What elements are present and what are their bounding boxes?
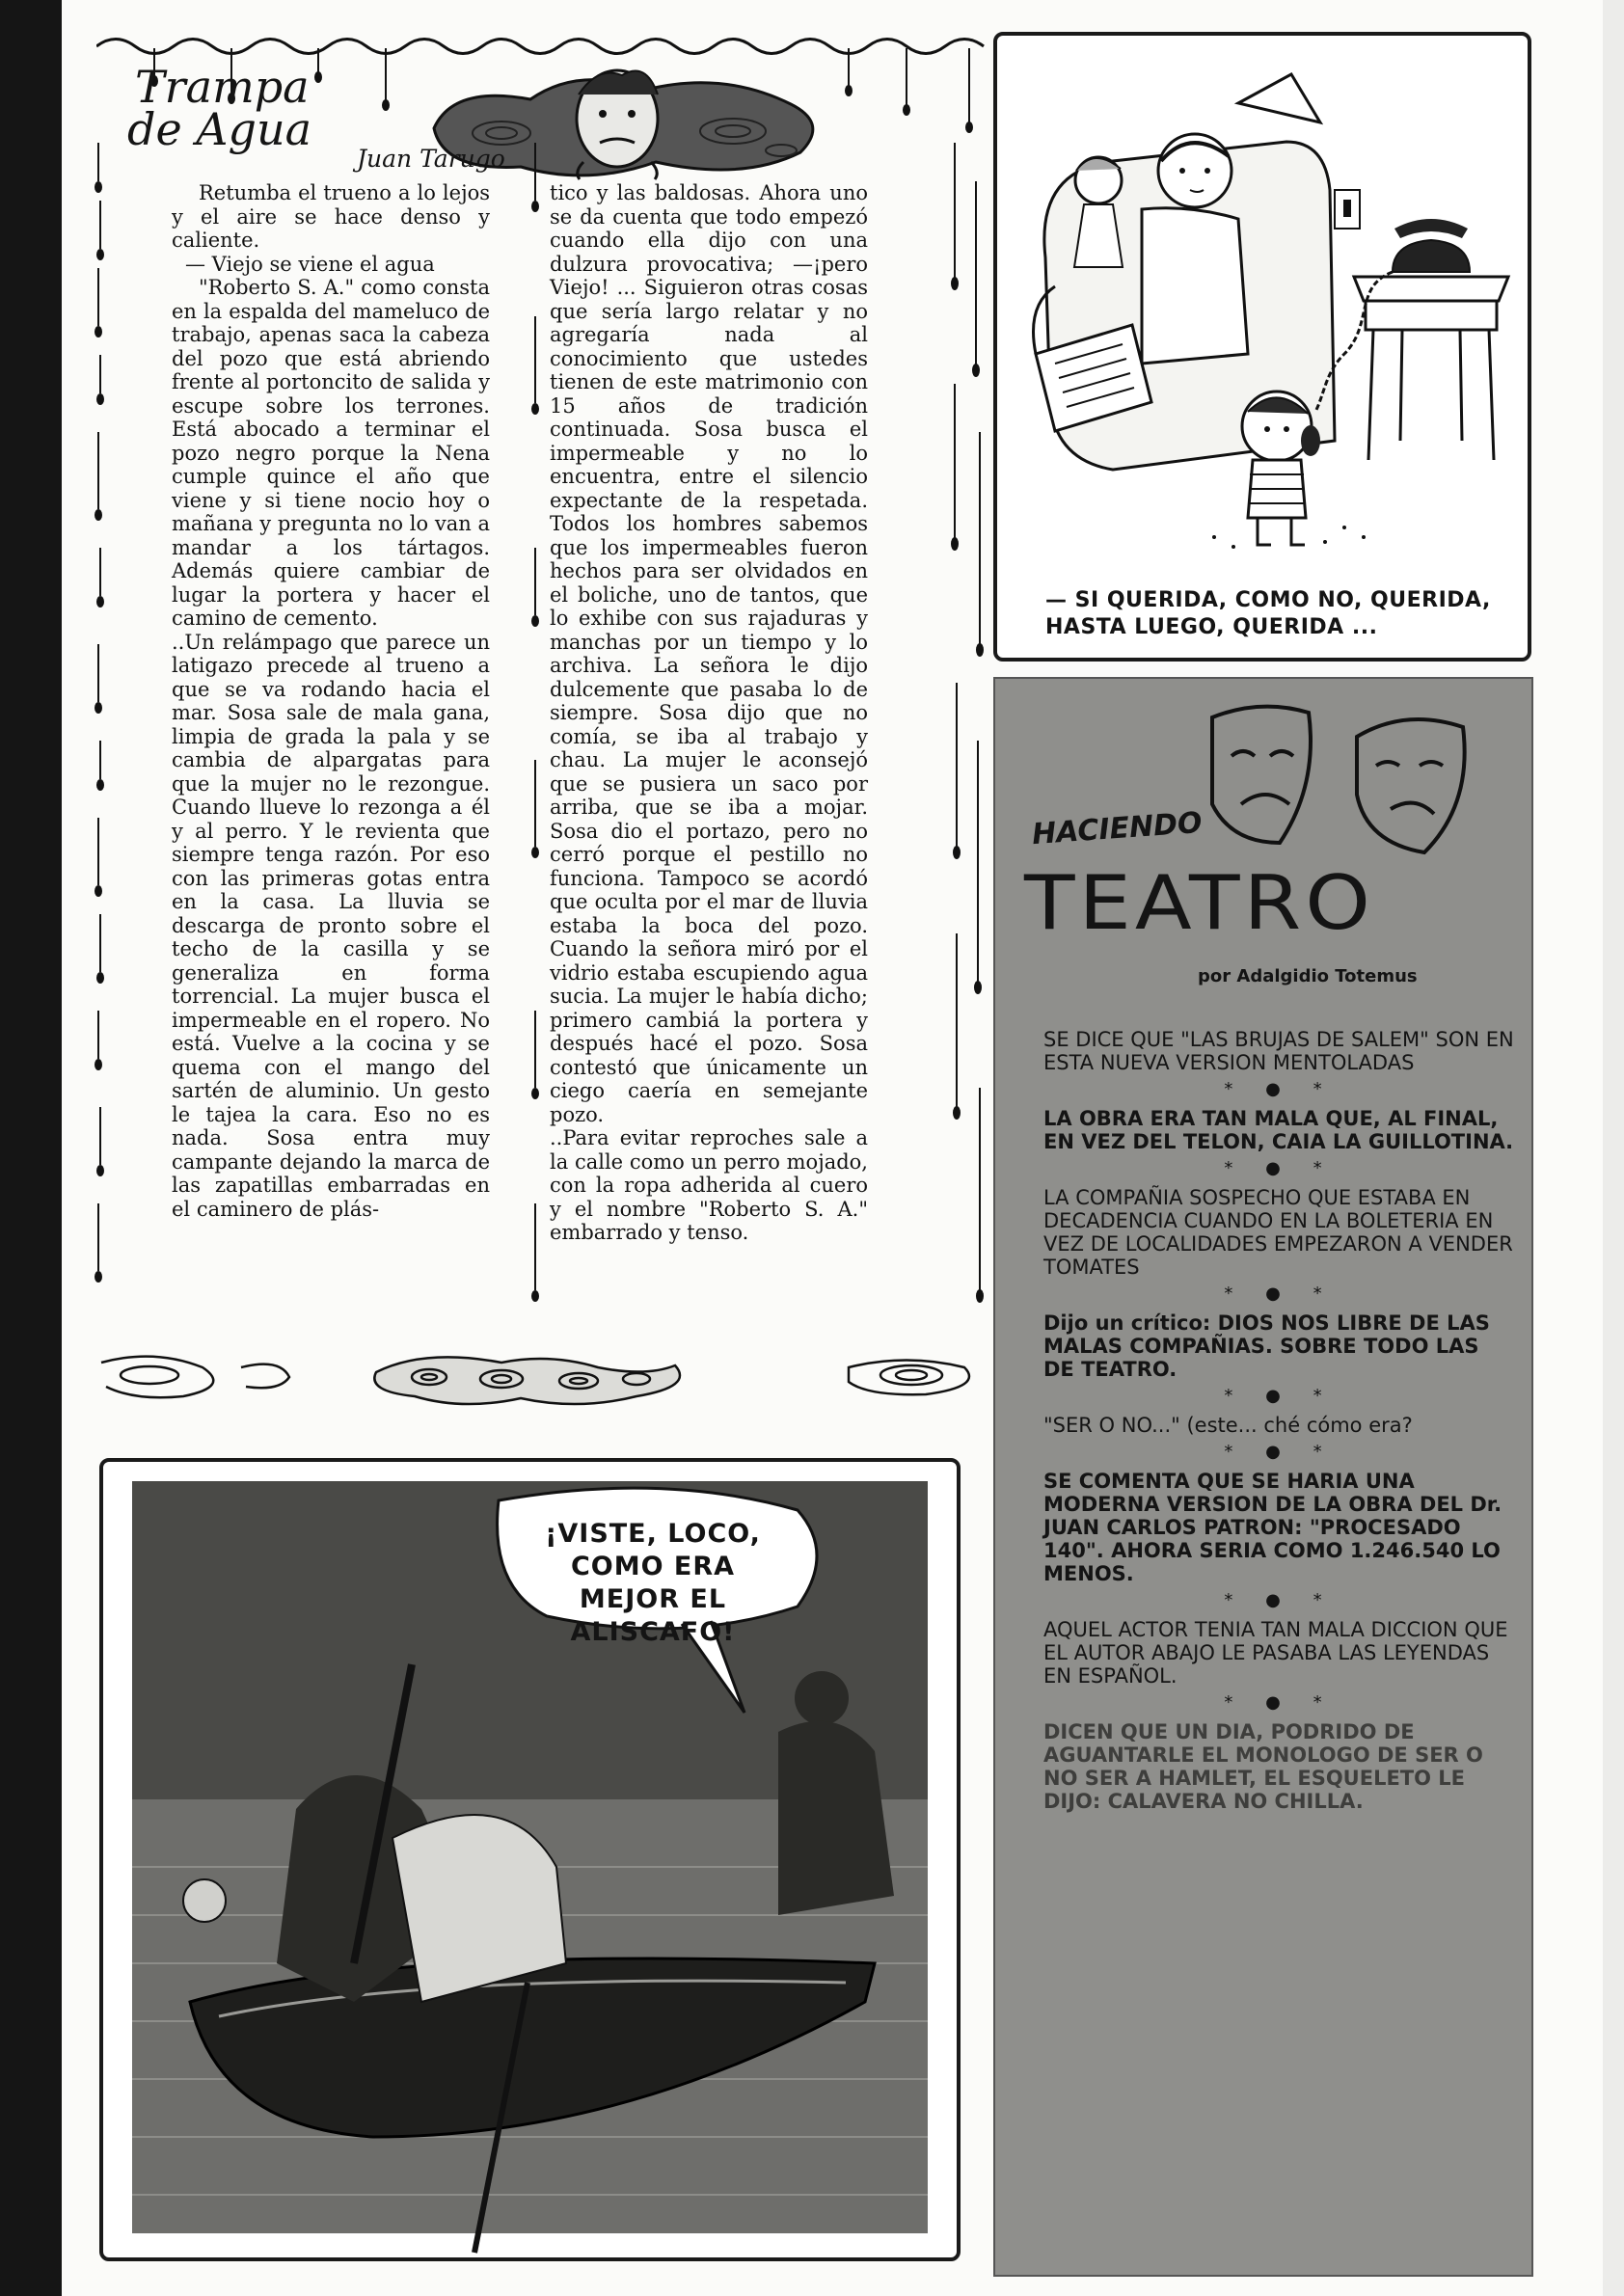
teatro-kicker: HACIENDO xyxy=(1030,805,1204,852)
story-paragraph: ..Para evitar reproches sale a la calle como un perro mojado, con la ropa adherida al cuero y el nombre "Roberto S. A." embarrado y tenso. xyxy=(550,1126,868,1244)
story-column-2 xyxy=(550,181,868,1245)
story-column-1 xyxy=(172,181,490,1221)
teatro-item: "SER O NO..." (este... ché cómo era? xyxy=(1043,1414,1413,1437)
star-separator: * ● * xyxy=(1224,1590,1336,1610)
teatro-title: TEATRO xyxy=(1024,860,1375,947)
phone-cartoon-illustration xyxy=(997,36,1528,576)
boat-speech-balloon: ¡VISTE, LOCO, COMO ERA MEJOR EL ALISCAFO! xyxy=(545,1519,761,1647)
story-title xyxy=(127,61,312,155)
star-separator: * ● * xyxy=(1224,1158,1336,1178)
teatro-item: LA COMPAÑIA SOSPECHO QUE ESTABA EN DECADENCIA CUANDO EN LA BOLETERIA EN VEZ DE LOCALIDADES EMPEZARON A VENDER TOMATES xyxy=(1043,1186,1513,1279)
story-paragraph: Retumba el trueno a lo lejos y el aire se hace denso y caliente. xyxy=(172,181,490,252)
teatro-items xyxy=(1043,1028,1516,1817)
phone-cartoon-caption: — SI QUERIDA, COMO NO, QUERIDA, HASTA LUEGO, QUERIDA ... xyxy=(1045,588,1491,639)
teatro-item: SE COMENTA QUE SE HARIA UNA MODERNA VERSION DE LA OBRA DEL Dr. JUAN CARLOS PATRON: "PROCESADO 140". AHORA SERIA COMO 1.246.540 LO MENOS. xyxy=(1043,1470,1502,1585)
scan-dark-edge xyxy=(0,0,62,2296)
teatro-item: Dijo un crítico: DIOS NOS LIBRE DE LAS MALAS COMPAÑIAS. SOBRE TODO LAS DE TEATRO. xyxy=(1043,1311,1490,1381)
story-paragraph: tico y las baldosas. Ahora uno se da cuenta que todo empezó cuando ella dijo con una dulzura provocativa; —¡pero Viejo! ... Siguieron otras cosas que sería largo relatar y no agregaría nada al conocimiento que ustedes tienen de este matrimonio con 15 años de tradición continuada. Sosa busca el impermeable y no lo encuentra, entre el silencio expectante de la respetada. Todos los hombres sabemos que los impermeables fueron hechos para ser olvidados en el boliche, uno de tantos, que lo exhibe con sus rajaduras y manchas por un tiempo y lo archiva. La señora le dijo dulcemente que pasaba lo de siempre. Sosa dijo que no comía, se iba al trabajo y chau. La mujer le aconsejó que se pusiera un saco por arriba, que se iba a mojar. Sosa dio el portazo, pero no cerró porque el pestillo no funciona. Tampoco se acordó que oculta por el mar de lluvia estaba la boca del pozo. Cuando la señora miró por el vidrio estaba escupiendo agua sucia. La mujer le había dicho; primero cambiá la portera y después hacé el pozo. Sosa contestó que únicamente un ciego caería en semejante pozo. xyxy=(550,181,868,1126)
teatro-item: DICEN QUE UN DIA, PODRIDO DE AGUANTARLE EL MONOLOGO DE SER O NO SER A HAMLET, EL ESQUELETO LE DIJO: CALAVERA NO CHILLA. xyxy=(1043,1720,1483,1813)
star-separator: * ● * xyxy=(1224,1283,1336,1304)
teatro-item: LA OBRA ERA TAN MALA QUE, AL FINAL, EN VEZ DEL TELON, CAIA LA GUILLOTINA. xyxy=(1043,1107,1514,1153)
puddles-illustration xyxy=(96,1338,993,1416)
middle-drip-illustration xyxy=(521,143,550,1358)
story-byline: Juan Tarugo xyxy=(357,145,505,173)
teatro-byline: por Adalgidio Totemus xyxy=(1198,966,1418,986)
story-title-line2: de Agua xyxy=(127,103,312,155)
teatro-item: AQUEL ACTOR TENIA TAN MALA DICCION QUE EL AUTOR ABAJO LE PASABA LAS LEYENDAS EN ESPAÑOL. xyxy=(1043,1618,1508,1688)
story-section xyxy=(96,27,993,1416)
story-paragraph: ..Un relámpago que parece un latigazo precede al trueno a que se va rodando hacia el mar. Sosa sale de mala gana, limpia de grada la pala y se cambia de alpargatas para que la mujer no le rezongue. Cuando llueve lo rezonga a él y al perro. Y le revienta que siempre tenga razón. Por eso con las primeras gotas entra en la casa. La lluvia se descarga de pronto sobre el techo de la casilla y se generaliza en forma torrencial. La mujer busca el impermeable en el ropero. No está. Vuelve a la cocina y se quema con el mango del sartén de aluminio. Un gesto le tajea la cara. Eso no es nada. Sosa entra muy campante dejando la marca de las zapatillas embarradas en el caminero de plás- xyxy=(172,630,490,1221)
teatro-column xyxy=(993,677,1533,2277)
teatro-item: SE DICE QUE "LAS BRUJAS DE SALEM" SON EN ESTA NUEVA VERSION MENTOLADAS xyxy=(1043,1028,1514,1074)
boat-cartoon-panel xyxy=(99,1458,961,2261)
story-paragraph: — Viejo se viene el agua xyxy=(185,252,435,276)
scan-light-edge xyxy=(1603,0,1624,2296)
story-title-line1: Trampa xyxy=(135,61,310,113)
star-separator: * ● * xyxy=(1224,1079,1336,1099)
theater-masks-icon xyxy=(1193,698,1482,862)
star-separator: * ● * xyxy=(1224,1386,1336,1406)
star-separator: * ● * xyxy=(1224,1692,1336,1713)
star-separator: * ● * xyxy=(1224,1442,1336,1462)
right-drip-illustration xyxy=(945,143,993,1358)
phone-cartoon-panel xyxy=(993,32,1531,662)
story-paragraph: "Roberto S. A." como consta en la espalda del mameluco de trabajo, apenas saca la cabeza del pozo que está abriendo frente al portoncito de salida y escupe sobre los terrones. Está abocado a terminar el pozo negro porque la Nena cumple quince el año que viene y si tiene nocio hoy o mañana y pregunta no lo van a mandar a los tártagos. Además quiere cambiar de lugar la portera y hacer el camino de cemento. xyxy=(172,276,490,630)
left-drip-illustration xyxy=(87,143,125,1358)
